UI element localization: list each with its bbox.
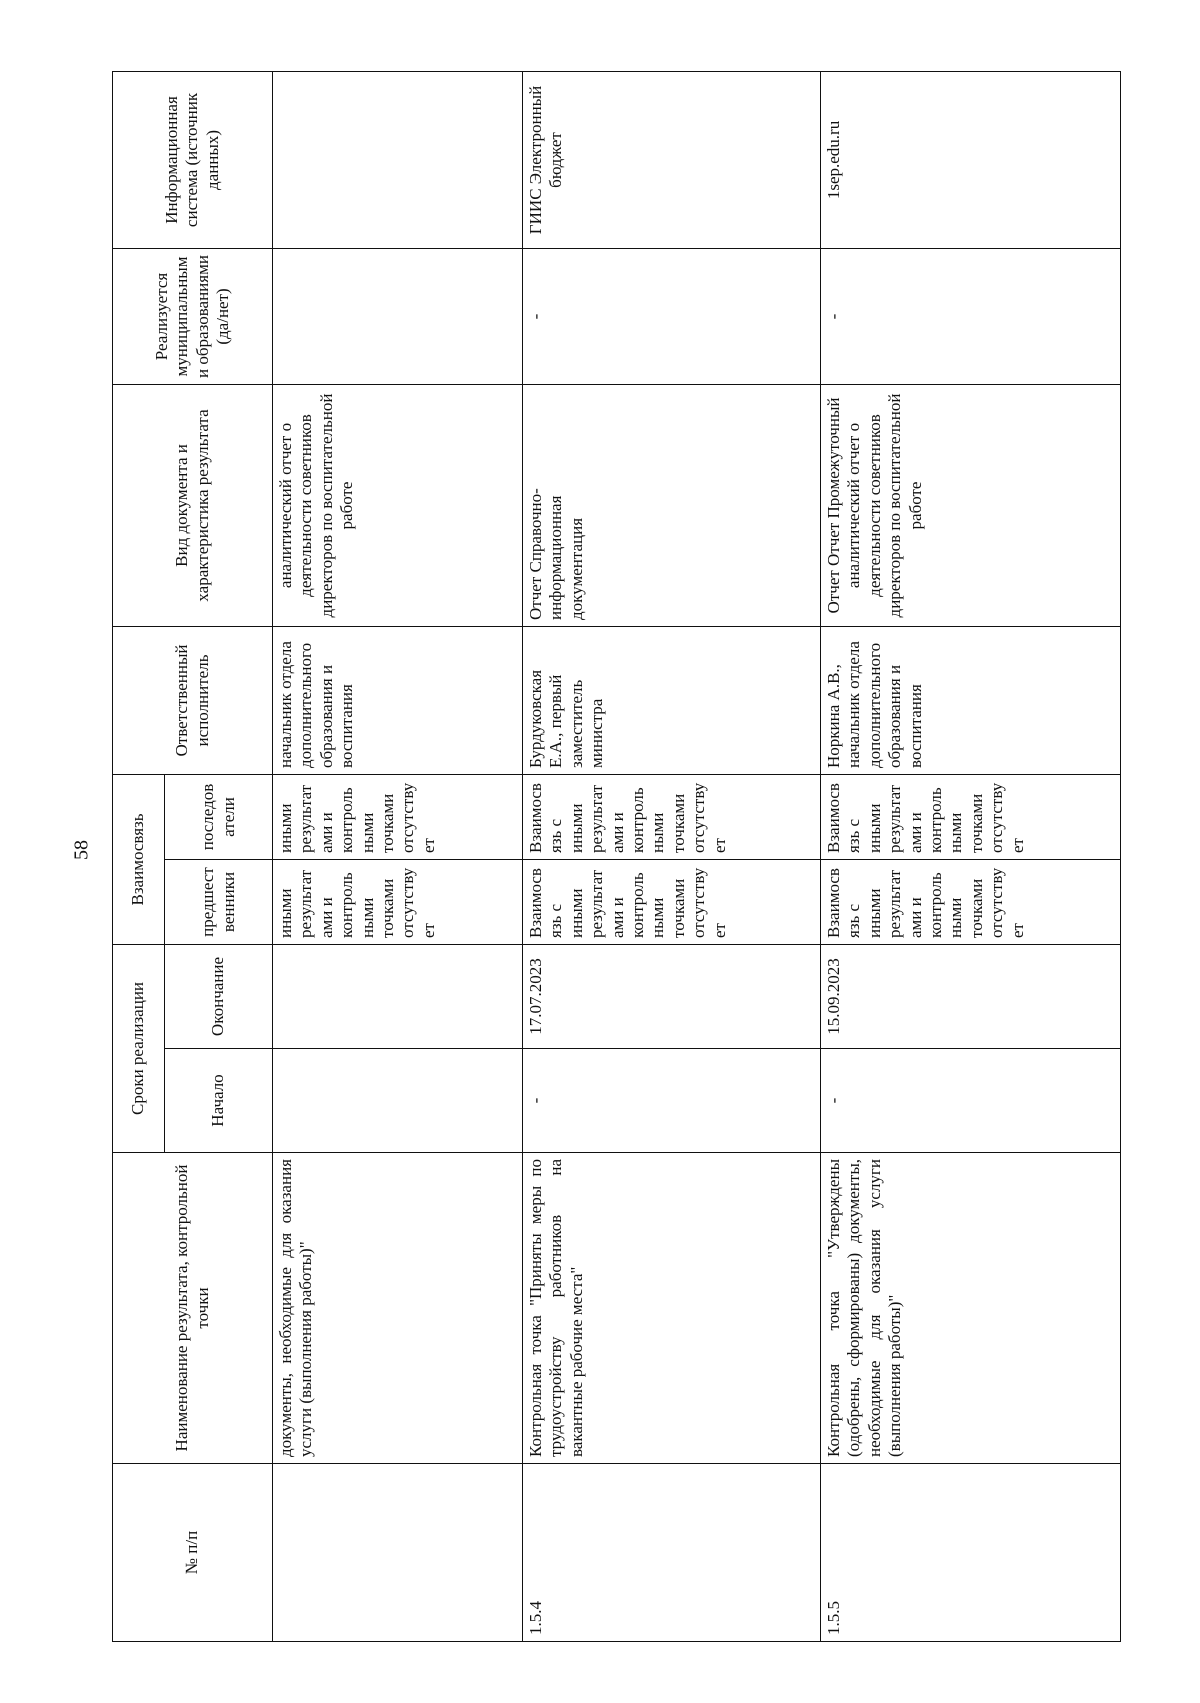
header-document: Вид документа и характеристика результата bbox=[113, 384, 273, 626]
row-document: аналитический отчет о деятельности советников директоров по воспитательной работе bbox=[273, 384, 523, 626]
header-responsible: Ответственный исполнитель bbox=[113, 626, 273, 774]
table-row bbox=[523, 71, 821, 1641]
table-row bbox=[273, 71, 523, 1641]
header-municipal: Реализуется муниципальными образованиями (да/нет) bbox=[113, 248, 273, 384]
row-responsible: Норкина А.В., начальник отдела дополнительного образования и воспитания bbox=[821, 626, 1121, 774]
header-predecessors: предшественники bbox=[165, 860, 273, 945]
row-successors: Взаимосвязь с иными результатами и контрольными точками отсутствует bbox=[523, 774, 821, 859]
row-predecessors: иными результатами и контрольными точками отсутствует bbox=[273, 860, 523, 945]
rotated-table-container bbox=[112, 72, 1120, 1642]
header-end: Окончание bbox=[165, 945, 273, 1049]
header-terms: Сроки реализации bbox=[113, 945, 165, 1153]
row-document: Отчет Отчет Промежуточный аналитический отчет о деятельности советников директоров по воспитательной работе bbox=[821, 384, 1121, 626]
row-predecessors: Взаимосвязь с иными результатами и контрольными точками отсутствует bbox=[821, 860, 1121, 945]
row-start: - bbox=[821, 1049, 1121, 1153]
row-name: Контрольная точка "Утверждены (одобрены, сформированы) документы, необходимые для оказания услуги (выполнения работы)" bbox=[821, 1153, 1121, 1464]
row-municipal bbox=[273, 248, 523, 384]
row-municipal: - bbox=[523, 248, 821, 384]
row-responsible: начальник отдела дополнительного образования и воспитания bbox=[273, 626, 523, 774]
row-responsible: Бурдуковская Е.А., первый заместитель министра bbox=[523, 626, 821, 774]
page-number: 58 bbox=[70, 840, 93, 860]
header-num: № п/п bbox=[113, 1464, 273, 1642]
row-name: Контрольная точка "Приняты меры по трудоустройству работников на вакантные рабочие места" bbox=[523, 1153, 821, 1464]
row-end bbox=[273, 945, 523, 1049]
row-end: 17.07.2023 bbox=[523, 945, 821, 1049]
row-number: 1.5.4 bbox=[523, 1464, 821, 1642]
row-start bbox=[273, 1049, 523, 1153]
results-table bbox=[112, 71, 1121, 1642]
row-number bbox=[273, 1464, 523, 1642]
header-start: Начало bbox=[165, 1049, 273, 1153]
row-info-system: ГИИС Электронный бюджет bbox=[523, 71, 821, 248]
header-info-system: Информационная система (источник данных) bbox=[113, 71, 273, 248]
row-start: - bbox=[523, 1049, 821, 1153]
table-row bbox=[821, 71, 1121, 1641]
header-successors: последователи bbox=[165, 774, 273, 859]
row-successors: иными результатами и контрольными точками отсутствует bbox=[273, 774, 523, 859]
header-name: Наименование результата, контрольной точки bbox=[113, 1153, 273, 1464]
row-info-system: 1sep.edu.ru bbox=[821, 71, 1121, 248]
row-municipal: - bbox=[821, 248, 1121, 384]
row-end: 15.09.2023 bbox=[821, 945, 1121, 1049]
row-number: 1.5.5 bbox=[821, 1464, 1121, 1642]
row-info-system bbox=[273, 71, 523, 248]
header-link: Взаимосвязь bbox=[113, 774, 165, 944]
row-document: Отчет Справочно-информационная документация bbox=[523, 384, 821, 626]
row-name: документы, необходимые для оказания услуги (выполнения работы)" bbox=[273, 1153, 523, 1464]
row-predecessors: Взаимосвязь с иными результатами и контрольными точками отсутствует bbox=[523, 860, 821, 945]
row-successors: Взаимосвязь с иными результатами и контрольными точками отсутствует bbox=[821, 774, 1121, 859]
